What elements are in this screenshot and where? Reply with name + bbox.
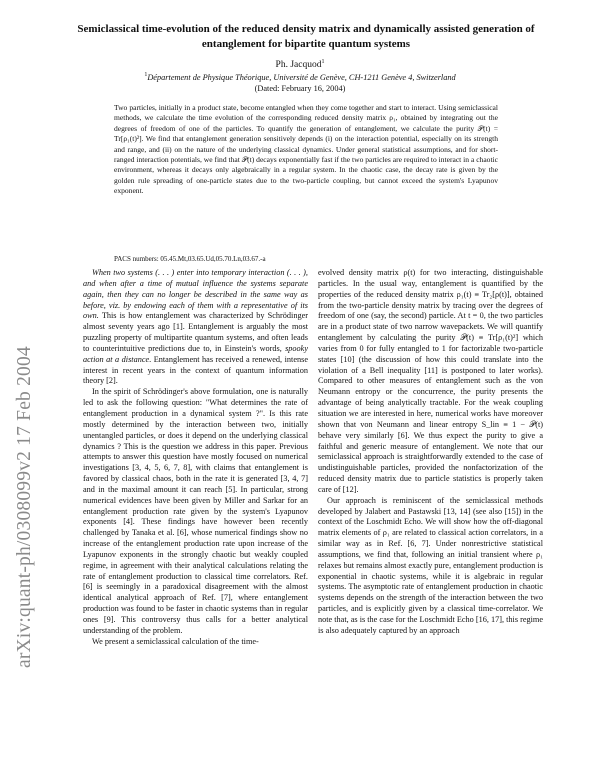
abstract: Two particles, initially in a product state, become entangled when they come together and start to interact. Using semiclassical methods, we calculate the time evolution of the corresponding reduced density matrix ρ₁, obtained by integrating out the degrees of freedom of one of the particles. To quantify the generation of entanglement, we calculate the purity 𝒫(t) = Tr[ρ₁(t)²]. We find that entanglement generation sensitively depends (i) on the interaction potential, especially on its strength and range, and (ii) on the nature of the underlying classical dynamics. Under general statistical assumptions, and for short-ranged interaction potentials, we find that 𝒫(t) decays exponentially fast if the two particles are required to interact in a chaotic environment, whereas it decays only algebraically in a regular system. In the chaotic case, the decay rate is given by the golden rule spreading of one-particle states due to the two-particle coupling, but cannot exceed the system's Lyapunov exponent.	[114, 103, 498, 196]
right-paragraph-1: evolved density matrix ρ(t) for two interacting, distinguishable particles. In the usual way, entanglement is quantified by the properties of the reduced density matrix ρ₁(t) ≡ Tr₂[ρ(t)], obtained from the two-particle density matrix by tracing over the degrees of freedom of one (say, the second) particle. At t = 0, the two particles are in a product state of two narrow wavepackets. We will quantify entanglement by calculating the purity 𝒫(t) ≡ Tr[ρ₁(t)²] which varies from 0 for fully entangled to 1 for factorizable two-particle states [10] (the discussion of how this could translate into the violation of a Bell inequality [11] is postponed to later works). Compared to other measures of entanglement such as the von Neumann entropy or the concurrence, the purity presents the advantage of being analytically tractable. For the weak coupling situation we are interested in here, numerical works have moreover shown that von Neumann and linear entropy S_lin ≡ 1 − 𝒫(t) behave very similarly [6]. We thus expect the purity to give a faithful and generic measure of entanglement. We note that our semiclassical approach is straightforwardly extended to the case of undistinguishable particles, provided the nonfactorization of the reduced density matrix due to particle statistics is properly taken care of [12].	[318, 268, 543, 494]
left-column	[83, 268, 308, 648]
author-mark: 1	[321, 59, 325, 65]
right-paragraph-2: Our approach is reminiscent of the semiclassical methods developed by Jalabert and Pastawski [13, 14] (see also [15]) in the context of the Loschmidt Echo. We will show how the off-diagonal matrix elements of ρ₁ are related to classical action correlators, in a similar way as in Ref. [6, 7]. Under nonrestrictive statistical assumptions, we find that, following an initial transient where ρ₁ relaxes but remains almost exactly pure, entanglement production is exponential in chaotic systems, while it is algebraic in regular systems. The asymptotic rate of entanglement production in chaotic systems depends on the strength of the interaction between the two particles, and is explicitly given by a classical time-correlator. We note that, as is the case for the Loschmidt Echo [16, 17], this regime is also adequately captured by an approach	[318, 495, 543, 635]
intro-paragraph-1-end: . Entanglement has received a renewed, intense interest in recent years in the context of quantum information theory [2].	[83, 354, 308, 386]
right-column	[318, 268, 543, 637]
affiliation: Département de Physique Théorique, Université de Genève, CH-1211 Genève 4, Switzerland	[147, 72, 456, 82]
arxiv-identifier[interactable]: arXiv:quant-ph/0308099v2 17 Feb 2004	[14, 346, 35, 668]
intro-paragraph-1-text: This is how entanglement was characterized by Schrödinger almost seventy years ago [1]. Entanglement is arguably the most puzzling property of multipartite quantum systems, and often leads to counterintuitive predictions due to, in Einstein's words,	[83, 311, 308, 353]
affiliation-line	[0, 72, 600, 82]
author-name: Ph. Jacquod	[275, 60, 322, 71]
date-line: (Dated: February 16, 2004)	[254, 84, 346, 93]
schrodinger-quote: When two systems (. . . ) enter into temporary interaction (. . . ), and when after a time of mutual influence the systems separate again, then they can no longer be described in the same way as before, viz. by endowing each of them with a representative of its own.	[83, 268, 308, 321]
affiliation-mark: 1	[144, 72, 148, 78]
paper-title: Semiclassical time-evolution of the reduced density matrix and dynamically assisted generation of entanglement for bipartite quantum systems	[77, 23, 535, 50]
intro-paragraph-2: In the spirit of Schrödinger's above formulation, one is naturally led to ask the following question: "What determines the rate of entanglement production in a dynamical system ?". Is this rate mostly determined by the interaction between two, initially unentangled particles, or does it depend on the underlying classical dynamics ? This is the question we address in this paper. Previous attempts to answer this question have mostly focused on numerical investigations [3, 4, 5, 6, 7, 8], with claims that entanglement is favored by classical chaos, both in the rate it is generated [3, 4, 7] and in the maximal amount it can reach [5]. In particular, strong numerical evidences have been given by Miller and Sarkar for an entanglement production rate given by the system's Lyapunov exponents [4]. These findings have however been recently challenged by Tanaka et al. [6], whose numerical findings show no increase of the entanglement production rate upon increase of the Lyapunov exponents in the strongly chaotic but weakly coupled regime, in agreement with their analytical calculations relating the rate of entanglement production to classical time correlators. Ref. [6] is seemingly in a paradoxical disagreement with the almost identical analytical approach of Ref. [7], where entanglement production was found to be faster in chaotic systems than in regular ones [9]. This controversy thus calls for a better analytical understanding of the problem.	[83, 387, 308, 635]
author-line	[0, 59, 600, 70]
einstein-phrase: spooky action at a distance	[83, 343, 308, 364]
intro-paragraph-1	[83, 268, 308, 387]
intro-paragraph-3: We present a semiclassical calculation of the time-	[92, 636, 259, 646]
pacs-numbers: PACS numbers: 05.45.Mt,03.65.Ud,05.70.Ln,03.67.-a	[114, 255, 266, 263]
